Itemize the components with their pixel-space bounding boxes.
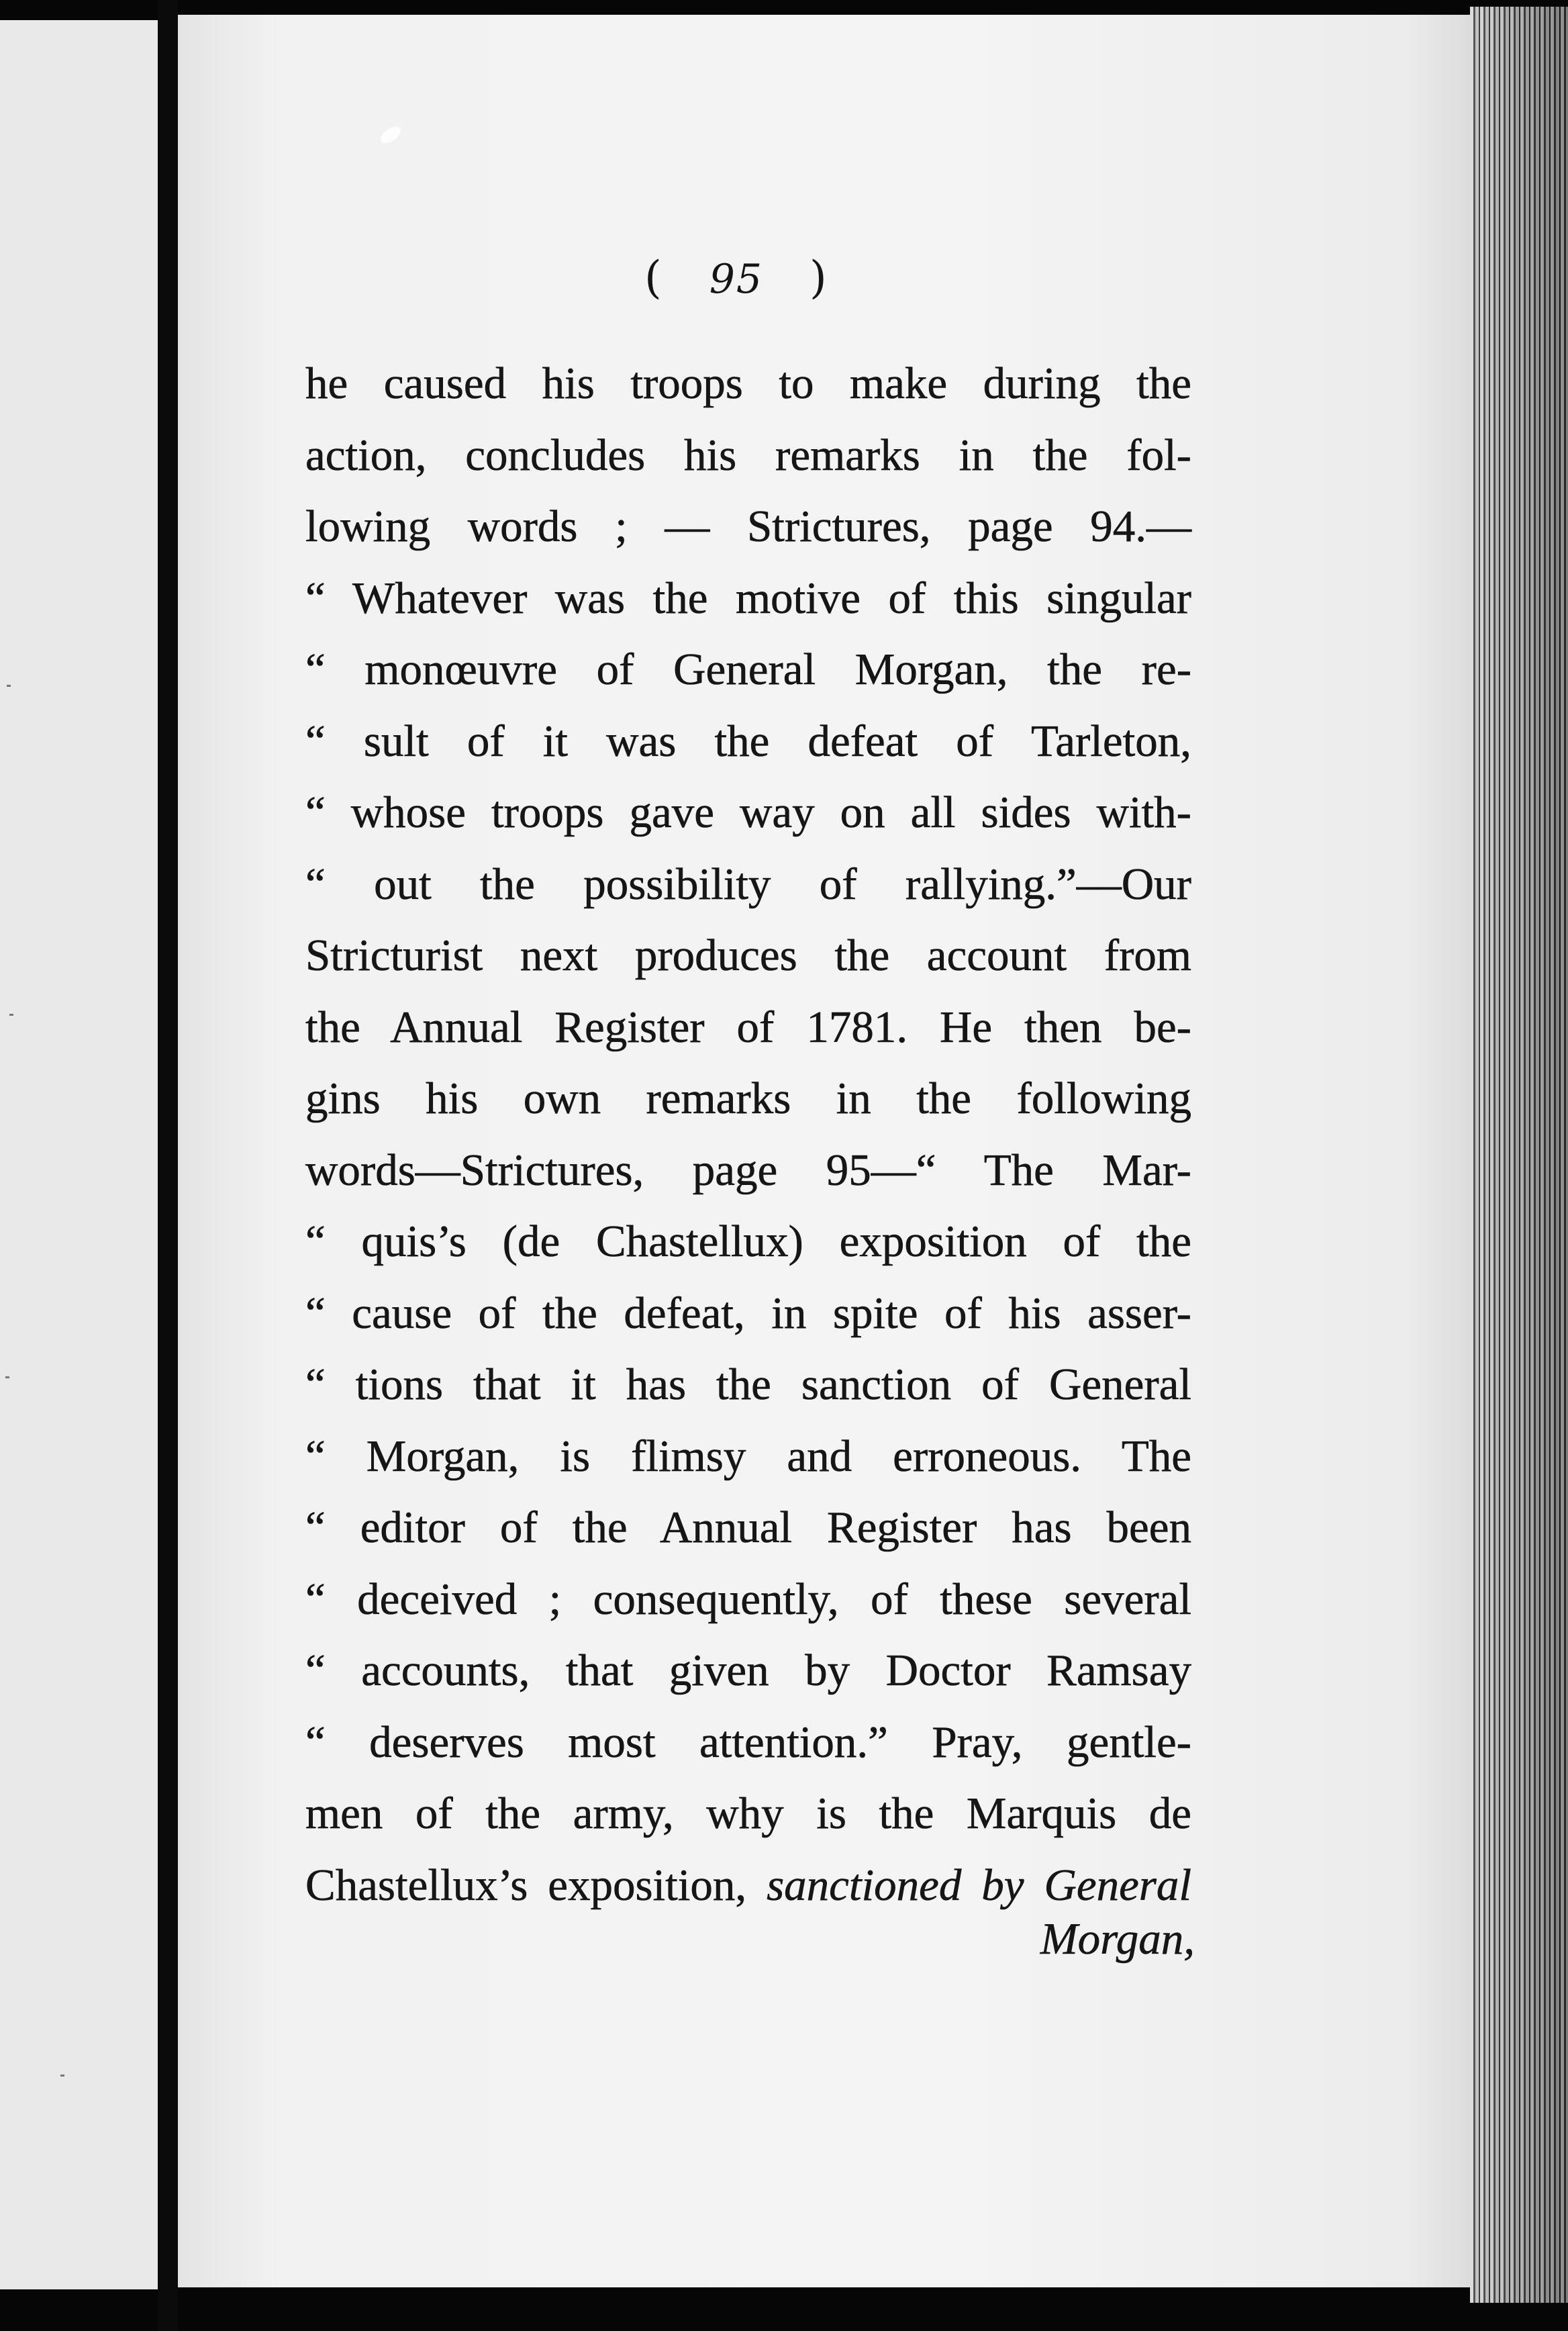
header-close-paren: ) <box>810 252 828 303</box>
text-line: “ sult of it was the defeat of Tarleton, <box>305 716 1191 766</box>
text-line: “ editor of the Annual Register has been <box>305 1503 1191 1552</box>
page-stack-shade <box>1470 7 1568 2303</box>
text-line: “ cause of the defeat, in spite of his asser- <box>305 1288 1191 1338</box>
text-line: gins his own remarks in the following <box>305 1074 1191 1123</box>
text-line: action, concludes his remarks in the fol- <box>305 430 1191 480</box>
text-line: “ deceived ; consequently, of these several <box>305 1574 1191 1624</box>
page-number-header <box>644 252 828 303</box>
text-line: “ whose troops gave way on all sides with- <box>305 788 1191 837</box>
margin-speck <box>7 685 11 687</box>
text-line: “ quis’s (de Chastellux) exposition of the <box>305 1217 1191 1266</box>
text-line: “ accounts, that given by Doctor Ramsay <box>305 1646 1191 1695</box>
book-gutter <box>158 0 178 2331</box>
margin-speck <box>9 1014 13 1016</box>
text-line: “ tions that it has the sanction of General <box>305 1360 1191 1409</box>
header-open-paren: ( <box>644 252 663 303</box>
text-line: men of the army, why is the Marquis de <box>305 1789 1191 1838</box>
margin-speck <box>60 2075 64 2077</box>
text-line: the Annual Register of 1781. He then be- <box>305 1002 1191 1052</box>
text-line: “ Morgan, is flimsy and erroneous. The <box>305 1431 1191 1481</box>
text-line: “ monœuvre of General Morgan, the re- <box>305 645 1191 694</box>
final-line-italic: sanctioned by General <box>767 1860 1191 1910</box>
text-line: “ Whatever was the motive of this singular <box>305 573 1191 623</box>
text-line: words—Strictures, page 95—“ The Mar- <box>305 1145 1191 1195</box>
text-line: “ out the possibility of rallying.”—Our <box>305 859 1191 909</box>
page-number: 95 <box>709 256 764 303</box>
facing-page-edge <box>0 20 158 2289</box>
text-line: “ deserves most attention.” Pray, gentle- <box>305 1717 1191 1767</box>
text-line: Stricturist next produces the account from <box>305 931 1191 980</box>
paper-blemish <box>378 124 403 146</box>
final-line-roman: Chastellux’s exposition, <box>305 1860 747 1910</box>
text-line-final <box>305 1850 1191 1921</box>
text-line: lowing words ; — Strictures, page 94.— <box>305 502 1191 551</box>
margin-speck <box>5 1376 9 1378</box>
body-text <box>305 348 1191 1921</box>
text-line: he caused his troops to make during the <box>305 359 1191 408</box>
catchword: Morgan, <box>1040 1914 1195 1964</box>
